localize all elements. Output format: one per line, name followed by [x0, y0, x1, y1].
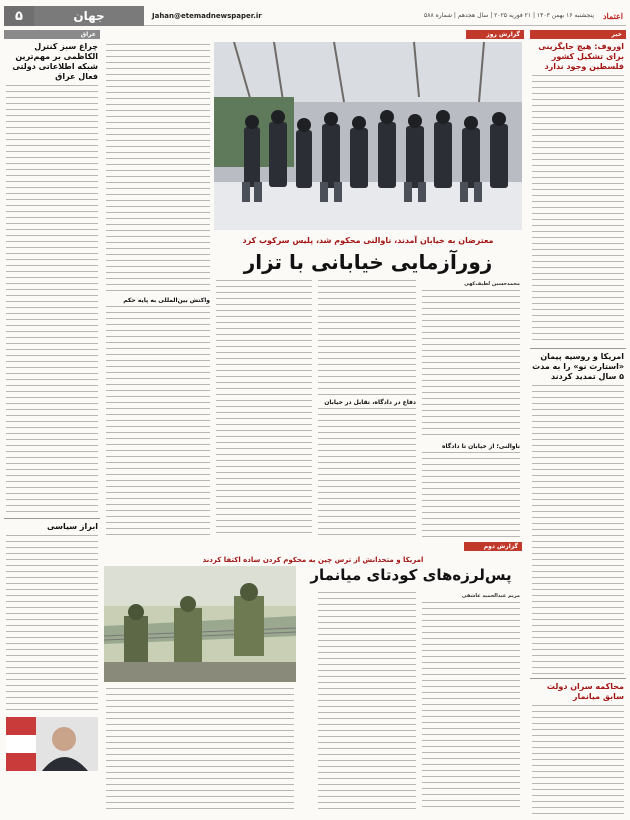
right-column [530, 30, 626, 814]
article-body [6, 85, 98, 515]
article-body [318, 280, 416, 396]
article-body [318, 592, 416, 812]
bottom-col-left [104, 686, 296, 814]
article-body [6, 535, 98, 715]
page-number: ۵ [4, 6, 34, 26]
continuation-column [104, 42, 212, 540]
main-article-col-mid [316, 278, 418, 540]
bottom-author: مریم عبدالحمید عاشقی [461, 593, 520, 599]
myanmar-soldiers-photo [104, 566, 296, 682]
left-column [4, 30, 100, 814]
article3-headline: محاکمه سران دولت سابق میانمار [546, 682, 624, 701]
center-column-label: گزارش روز [466, 30, 524, 39]
article-body [106, 44, 210, 294]
bottom-col-mid [316, 590, 418, 814]
main-kicker: معترضان به خیابان آمدند، ناوالنی محکوم شد، پلیس سرکوب کرد [242, 236, 494, 245]
article1-headline: اوروف: هیچ جایگزینی برای تشکیل کشور فلسطین وجود ندارد [538, 42, 624, 71]
article-body [318, 408, 416, 538]
subhead-2: دفاع در دادگاه، تقابل در خیابان [324, 399, 416, 406]
bottom-kicker: امریکا و متحدانش از ترس چین به محکوم کردن ساده اکتفا کردند [202, 556, 424, 564]
newspaper-logo: اعتماد [600, 6, 626, 26]
divider [530, 678, 626, 679]
bottom-col-right [420, 590, 522, 814]
section-title: جهان [34, 6, 144, 26]
section-email: Jahan@etemadnewspaper.ir [144, 6, 270, 26]
article2-body [532, 385, 624, 675]
article3-body [532, 705, 624, 814]
article2-headline: امریکا و روسیه پیمان «استارت نو» را به مدت ۵ سال تمدید کردند [532, 352, 624, 381]
center-top [104, 30, 524, 42]
main-article-col-left [214, 278, 314, 540]
masthead [4, 6, 626, 26]
subhead-3: واکنش بین‌المللی به پایه حکم [123, 297, 210, 304]
date-line: پنجشنبه ۱۶ بهمن ۱۴۰۳ | ۲۱ فوریه ۲۰۲۵ | سال هجدهم | شماره ۵۸۸ [270, 6, 600, 26]
divider [4, 518, 100, 519]
article-body [216, 280, 312, 534]
main-author: محمدحسین لطیف‌کهی [464, 281, 520, 287]
article-body [422, 290, 520, 440]
article-body [106, 306, 210, 536]
bottom-label-bar [104, 542, 522, 554]
main-headline: زورآزمایی خیابانی با تزار [243, 250, 493, 274]
left-box-headline: ابراز سیاسی [47, 522, 98, 531]
article-body [422, 452, 520, 540]
left-column-label: عراق [4, 30, 100, 39]
divider [530, 348, 626, 349]
right-column-label: خبر [530, 30, 626, 39]
subhead-1: ناوالنی؛ از خیابان تا دادگاه [442, 443, 520, 450]
article-body [422, 602, 520, 808]
kadhimi-portrait [6, 717, 98, 771]
article-body [106, 688, 294, 812]
bottom-headline: پس‌لرزه‌های کودتای میانمار [310, 566, 512, 584]
riot-police-photo [214, 42, 522, 230]
left-article-headline: چراغ سبز کنترل الکاظمی بر مهم‌ترین شبکه اطلاعاتی دولتی فعال عراق [12, 42, 98, 81]
bottom-column-label: گزارش دوم [464, 542, 522, 551]
main-article-col-right [420, 278, 522, 540]
article1-body [532, 75, 624, 345]
